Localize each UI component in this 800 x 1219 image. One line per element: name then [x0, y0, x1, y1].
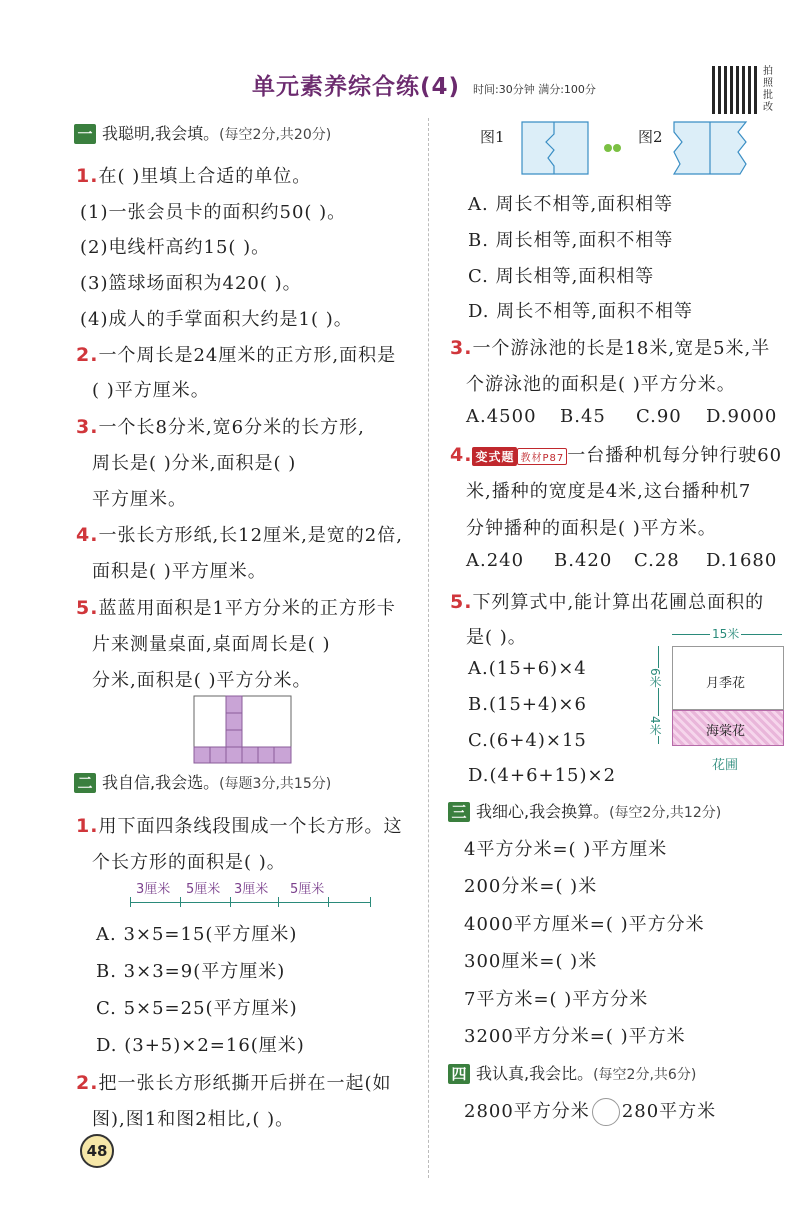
- s2-q3-option-b[interactable]: B.45: [560, 406, 606, 427]
- s2-q4-option-a[interactable]: A.240: [466, 550, 525, 571]
- s1-q5-line: 蓝蓝用面积是1平方分米的正方形卡: [98, 598, 396, 619]
- segment-tick: [278, 897, 279, 907]
- flowerbed-caption: 花圃: [712, 758, 739, 773]
- s2-q1-option-c[interactable]: C. 5×5=25(平方厘米): [96, 998, 298, 1019]
- s2-q5-option-c[interactable]: C.(6+4)×15: [468, 730, 587, 751]
- s2-q1-option-a[interactable]: A. 3×5=15(平方厘米): [96, 924, 298, 945]
- s2-q3-option-a[interactable]: A.4500: [466, 406, 537, 427]
- s1-q4-number: 4.: [76, 524, 99, 546]
- s2-q5-option-b[interactable]: B.(15+4)×6: [468, 694, 587, 715]
- section-3-title: 我细心,我会换算。: [476, 802, 610, 821]
- arrow-icon: [602, 142, 624, 154]
- compare-left: 2800平方分米: [464, 1101, 590, 1122]
- section-2-score: (每题3分,共15分): [219, 776, 332, 792]
- segment-label: 5厘米: [290, 882, 325, 897]
- s2-q3-line: 一个游泳池的长是18米,宽是5米,半: [472, 338, 771, 359]
- segment-tick: [230, 897, 231, 907]
- s1-q1-number: 1.: [76, 165, 99, 187]
- s1-q5-line: 片来测量桌面,桌面周长是( ): [92, 634, 331, 655]
- section-3-tag: 三: [448, 802, 470, 822]
- s2-q4-option-d[interactable]: D.1680: [706, 550, 778, 571]
- s1-q4-line: 面积是( )平方厘米。: [92, 561, 267, 582]
- flowerbed-figure: [644, 622, 784, 774]
- rose-label: 月季花: [706, 676, 746, 691]
- s2-q2: [76, 1069, 391, 1095]
- s2-q2-option-a[interactable]: A. 周长不相等,面积相等: [468, 194, 674, 215]
- s1-q3-line: 周长是( )分米,面积是( ): [92, 453, 297, 474]
- s2-q5: [450, 588, 764, 614]
- conversion-item: 7平方米=( )平方分米: [464, 989, 649, 1010]
- s2-q1-option-d[interactable]: D. (3+5)×2=16(厘米): [96, 1035, 305, 1056]
- side1-label: 6米: [648, 668, 662, 688]
- conversion-item: 4000平方厘米=( )平方分米: [464, 914, 705, 935]
- section-4-score: (每空2分,共6分): [593, 1067, 697, 1083]
- s2-q5-number: 5.: [450, 591, 473, 613]
- figure-2: [666, 118, 752, 178]
- textbook-badge: 教材P87: [517, 448, 567, 465]
- section-4-tag: 四: [448, 1064, 470, 1084]
- side2-label: 4米: [648, 716, 662, 736]
- s2-q3-line: 个游泳池的面积是( )平方分米。: [466, 374, 736, 395]
- s1-q2: [76, 341, 396, 367]
- desk-grid-figure: [193, 695, 293, 765]
- s2-q4: [450, 441, 782, 467]
- section-3-score: (每空2分,共12分): [609, 805, 722, 821]
- s2-q3-option-c[interactable]: C.90: [636, 406, 682, 427]
- s1-q4: [76, 521, 403, 547]
- s1-q5-number: 5.: [76, 597, 99, 619]
- s2-q3: [450, 334, 770, 360]
- s1-q5: [76, 594, 396, 620]
- section-1-score: (每空2分,共20分): [219, 127, 332, 143]
- compare-answer-circle[interactable]: [592, 1098, 620, 1126]
- s2-q2-number: 2.: [76, 1072, 99, 1094]
- page-number: 48: [80, 1134, 114, 1168]
- s2-q4-line: 分钟播种的面积是( )平方米。: [466, 518, 717, 539]
- s1-q1-item: (4)成人的手掌面积大约是1( )。: [80, 309, 353, 330]
- section-2-header: [74, 770, 331, 793]
- s1-q4-line: 一张长方形纸,长12厘米,是宽的2倍,: [98, 525, 403, 546]
- conversion-item: 200分米=( )米: [464, 876, 598, 897]
- s1-q1-item: (3)篮球场面积为420( )。: [80, 273, 302, 294]
- segment-label: 3厘米: [136, 882, 171, 897]
- section-2-title: 我自信,我会选。: [102, 773, 220, 792]
- s2-q2-option-c[interactable]: C. 周长相等,面积相等: [468, 266, 655, 287]
- page-title: 单元素养综合练(4): [252, 74, 461, 100]
- section-1-title: 我聪明,我会填。: [102, 124, 220, 143]
- s2-q1-option-b[interactable]: B. 3×3=9(平方厘米): [96, 961, 286, 982]
- s2-q5-line: 下列算式中,能计算出花圃总面积的: [472, 592, 765, 613]
- s2-q5-option-d[interactable]: D.(4+6+15)×2: [468, 765, 617, 786]
- qr-label: 拍照批改: [763, 66, 773, 113]
- compare-right: 280平方米: [621, 1101, 717, 1122]
- s1-q2-number: 2.: [76, 344, 99, 366]
- s1-q1-stem: 在( )里填上合适的单位。: [98, 166, 312, 187]
- s1-q3-number: 3.: [76, 416, 99, 438]
- time-score-info: 时间:30分钟 满分:100分: [473, 83, 596, 96]
- conversion-item: 4平方分米=( )平方厘米: [464, 839, 668, 860]
- top-length-label: 15米: [712, 627, 740, 641]
- s1-q1: [76, 162, 311, 188]
- comparison-item: [464, 1097, 716, 1126]
- segment-label: 5厘米: [186, 882, 221, 897]
- s2-q2-option-d[interactable]: D. 周长不相等,面积不相等: [468, 301, 693, 322]
- s2-q1-line: 个长方形的面积是( )。: [92, 852, 286, 873]
- s1-q2-line: ( )平方厘米。: [92, 380, 210, 401]
- s2-q1: [76, 812, 402, 838]
- s2-q4-line: 米,播种的宽度是4米,这台播种机7: [466, 481, 752, 502]
- s2-q2-option-b[interactable]: B. 周长相等,面积不相等: [468, 230, 674, 251]
- conversion-item: 300厘米=( )米: [464, 951, 598, 972]
- section-3-header: [448, 799, 721, 822]
- segment-tick: [180, 897, 181, 907]
- s1-q3-line: 平方厘米。: [92, 489, 187, 510]
- s2-q1-line: 用下面四条线段围成一个长方形。这: [98, 816, 403, 837]
- s2-q3-number: 3.: [450, 337, 473, 359]
- s2-q2-line: 图),图1和图2相比,( )。: [92, 1109, 295, 1130]
- fig2-label: 图2: [638, 128, 663, 146]
- section-2-tag: 二: [74, 773, 96, 793]
- s2-q4-number: 4.: [450, 444, 473, 466]
- s1-q2-line: 一个周长是24厘米的正方形,面积是: [98, 345, 397, 366]
- segment-tick: [328, 897, 329, 907]
- s2-q4-line: 一台播种机每分钟行驶60: [567, 445, 783, 466]
- s2-q2-line: 把一张长方形纸撕开后拼在一起(如: [98, 1073, 392, 1094]
- segments-figure: [130, 876, 390, 912]
- s2-q4-option-b[interactable]: B.420: [554, 550, 613, 571]
- s2-q1-number: 1.: [76, 815, 99, 837]
- s2-q5-line: 是( )。: [466, 627, 527, 648]
- segment-line: [130, 902, 370, 903]
- figure-1: [520, 118, 592, 178]
- segment-tick: [370, 897, 371, 907]
- s1-q5-line: 分米,面积是( )平方分米。: [92, 670, 312, 691]
- fig1-label: 图1: [480, 128, 505, 146]
- s2-q4-option-c[interactable]: C.28: [634, 550, 680, 571]
- section-4-title: 我认真,我会比。: [476, 1064, 594, 1083]
- variant-badge: 变式题: [472, 447, 517, 466]
- s1-q1-item: (2)电线杆高约15( )。: [80, 237, 271, 258]
- s1-q3: [76, 413, 365, 439]
- section-1-tag: 一: [74, 124, 96, 144]
- qr-code-icon[interactable]: [712, 66, 760, 114]
- section-4-header: [448, 1061, 696, 1084]
- s2-q3-option-d[interactable]: D.9000: [706, 406, 778, 427]
- s2-q5-option-a[interactable]: A.(15+6)×4: [468, 658, 587, 679]
- segment-tick: [130, 897, 131, 907]
- begonia-label: 海棠花: [706, 724, 746, 739]
- conversion-item: 3200平方分米=( )平方米: [464, 1026, 686, 1047]
- segment-label: 3厘米: [234, 882, 269, 897]
- s1-q3-line: 一个长8分米,宽6分米的长方形,: [98, 417, 365, 438]
- column-divider: [428, 118, 429, 1178]
- section-1-header: [74, 121, 331, 144]
- s1-q1-item: (1)一张会员卡的面积约50( )。: [80, 202, 347, 223]
